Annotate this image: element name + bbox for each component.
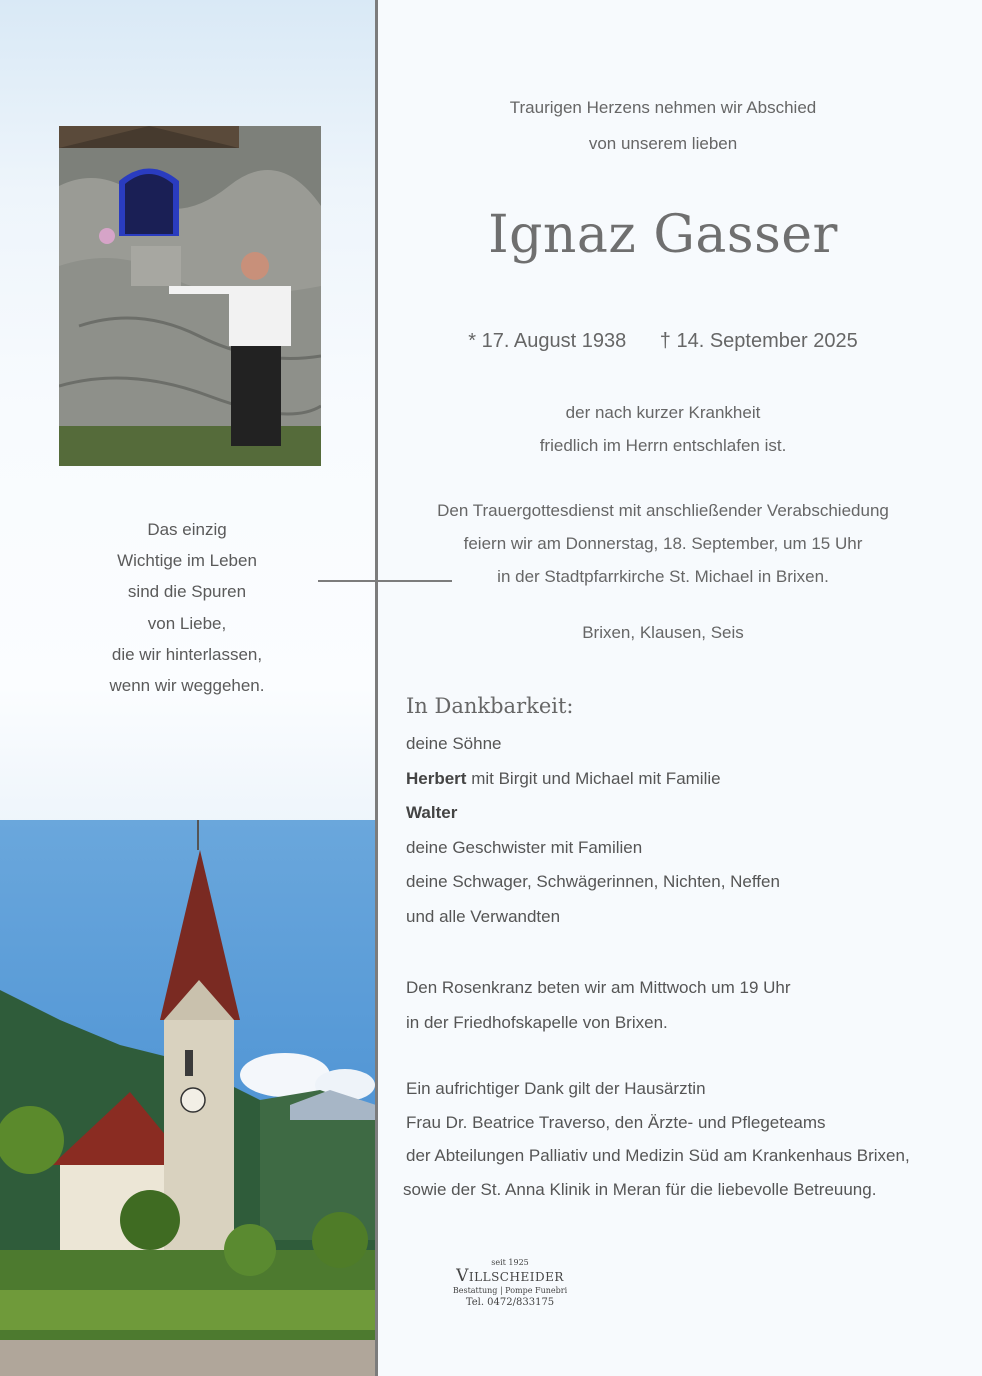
family-line [406,762,966,797]
poem-line: die wir hinterlassen, [111,644,263,664]
family-line: deine Schwager, Schwägerinnen, Nichten, Neffen [406,872,780,892]
gratitude-line: Frau Dr. Beatrice Traverso, den Ärzte- und Pflegeteams [406,1112,826,1132]
service-line: in der Stadtpfarrkirche St. Michael in Brixen. [497,567,829,586]
portrait-photo [59,126,321,466]
logo-brand: Villscheider [456,1266,564,1286]
family-line: deine Söhne [406,734,502,753]
service-line: feiern wir am Donnerstag, 18. September, um 15 Uhr [463,534,863,553]
gratitude-line: der Abteilungen Palliativ und Medizin Süd am Krankenhaus Brixen, [406,1146,910,1165]
gratitude-line: sowie der St. Anna Klinik in Meran für die liebevolle Betreuung. [403,1179,877,1199]
intro-text [378,90,948,162]
family-line [406,796,966,831]
service-line: Den Trauergottesdienst mit anschließender Verabschiedung [437,501,889,520]
logo-phone: Tel. 0472/833175 [465,1297,555,1308]
death-notice [378,396,948,462]
notice-line: der nach kurzer Krankheit [565,403,761,422]
places: Brixen, Klausen, Seis [582,623,744,642]
intro-line: Traurigen Herzens nehmen wir Abschied [509,98,817,117]
rosary-line: in der Friedhofskapelle von Brixen. [406,1013,668,1032]
family-line: deine Geschwister mit Familien [406,837,643,857]
logo-subtitle: Bestattung | Pompe Funebri [452,1286,568,1295]
poem-line: Das einzig [147,520,227,539]
gratitude-line: Ein aufrichtiger Dank gilt der Hausärztin [406,1079,706,1098]
poem-line: Wichtige im Leben [117,551,257,571]
notice-line: friedlich im Herrn entschlafen ist. [539,436,787,455]
rosary-line: Den Rosenkranz beten wir am Mittwoch um 19 Uhr [406,978,791,997]
life-dates [378,330,948,353]
gratitude-text [403,1072,966,1206]
deceased-name: Ignaz Gasser [488,205,838,265]
church-scene-photo [0,820,376,1376]
family-line-rest: mit Birgit und Michael mit Familie [466,768,721,788]
poem [60,514,314,701]
rosary-info [406,970,966,1040]
poem-line: wenn wir weggehen. [109,676,265,696]
birth-date: * 17. August 1938 [468,330,627,352]
family-line: und alle Verwandten [406,906,561,926]
family-name-bold: Herbert [406,768,467,788]
intro-line: von unserem lieben [588,134,738,153]
funeral-home-logo [442,1258,578,1308]
death-date: † 14. September 2025 [659,330,858,352]
family-name-bold: Walter [406,803,458,823]
poem-line: sind die Spuren [127,582,247,602]
logo-since: seit 1925 [491,1258,529,1267]
poem-line: von Liebe, [147,613,227,633]
family-list [406,727,966,935]
funeral-service-info [378,494,948,593]
thanks-heading: In Dankbarkeit: [406,694,574,718]
